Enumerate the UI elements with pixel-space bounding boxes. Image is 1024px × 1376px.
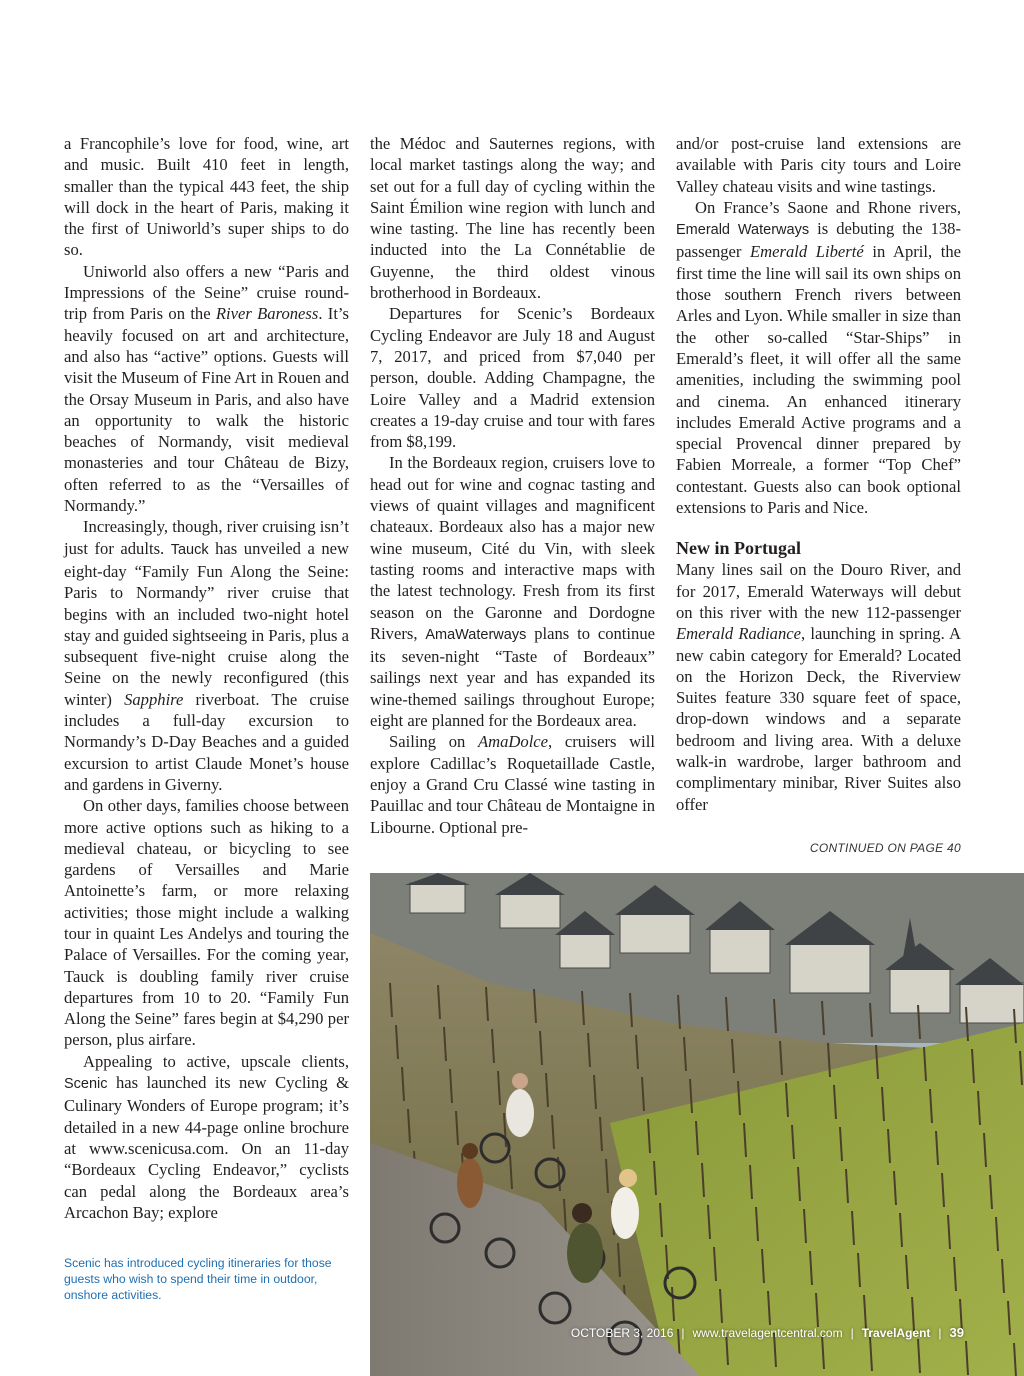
text-run: Uniworld also offers a new “Paris and Impressions of the Seine” cruise round-trip from Paris on the — [64, 261, 349, 324]
text-run: , cruisers will explore Cadillac’s Roquetaillade Castle, enjoy a Grand Cru Classé wine tasting in Pauillac and tour Château de Montaigne in Libourne. Optional pre- — [370, 732, 655, 837]
company-name: Emerald Waterways — [676, 222, 810, 239]
text-run: On other days, families choose between more active options such as hiking to a medieval chateau, or bicycling to see gardens of Versailles and Marie Antoinette’s farm, or more relaxing activities; those might include a walking tour in quaint Les Andelys and touring the Palace of Versailles. For the coming year, Tauck is doubling family river cruise departures from 10 to 20. “Family Fun Along the Seine” fares begin at $4,290 per person, plus airfare. — [64, 796, 349, 1050]
magazine-brand: TravelAgent — [861, 1326, 931, 1340]
company-name: Tauck — [170, 541, 209, 558]
text-run: On France’s Saone and Rhone rivers, — [695, 197, 961, 217]
continued-on-note: CONTINUED ON PAGE 40 — [809, 841, 961, 855]
folio-divider: | — [681, 1326, 685, 1340]
text-run: and/or post-cruise land extensions are available with Paris city tours and Loire Valley chateau visits and wine tastings. — [676, 134, 961, 196]
article-paragraph — [370, 303, 655, 452]
issue-date: OCTOBER 3, 2016 — [570, 1326, 674, 1340]
text-run: riverboat. The cruise includes a full-day excursion to Normandy’s D-Day Beaches and a guided excursion to artist Claude Monet’s house and gardens in Giverny. — [64, 689, 349, 794]
italic-name: AmaDolce — [478, 732, 549, 752]
article-paragraph — [64, 795, 349, 1051]
italic-name: River Baroness — [215, 304, 319, 324]
company-name: AmaWaterways — [425, 626, 527, 643]
text-run: is debuting the 138-passenger — [676, 219, 961, 262]
text-run: a Francophile’s love for food, wine, art and music. Built 410 feet in length, smaller than the typical 443 feet, the ship will dock in the heart of Paris, making it the first of Uniworld’s super ships to do so. — [64, 134, 349, 260]
website-url[interactable]: www.travelagentcentral.com — [692, 1326, 843, 1340]
article-paragraph — [676, 133, 961, 197]
section-heading: New in Portugal — [676, 538, 801, 559]
text-run: In the Bordeaux region, cruisers love to head out for wine and cognac tasting and views of quaint villages and magnificent chateaux. Bordeaux also has a major new wine museum, Cité du Vin, with sleek tasting rooms and interactive maps with the latest technology. Fresh from its first season on the Garonne and Dordogne Rivers, — [370, 453, 655, 643]
italic-name: Emerald Radiance — [676, 624, 802, 644]
text-run: has launched its new Cycling & Culinary Wonders of Europe program; it’s detailed in a new 44-page online brochure at www.scenicusa.com. On an 11-day “Bordeaux Cycling Endeavor,” cyclists can pedal along the Bordeaux area’s Arcachon Bay; explore — [64, 1073, 349, 1222]
article-paragraph — [64, 133, 349, 261]
article-column-1 — [64, 133, 349, 1223]
company-name: Scenic — [64, 1076, 108, 1093]
text-run: , launching in spring. A new cabin category for Emerald? Located on the Horizon Deck, the Riverview Suites feature 330 square feet of space, drop-down windows and a separate bedroom and living area. With a deluxe walk-in wardrobe, larger bathroom and complimentary minibar, River Suites also offer — [676, 624, 961, 814]
italic-name: Emerald Liberté — [750, 242, 864, 262]
folio-divider: | — [938, 1326, 942, 1340]
article-column-2 — [370, 133, 655, 838]
page-number: 39 — [949, 1325, 964, 1340]
text-run: Increasingly, though, river cruising isn’t just for adults. — [64, 517, 349, 558]
article-paragraph — [64, 516, 349, 795]
text-run: has unveiled a new eight-day “Family Fun Along the Seine: Paris to Normandy” river cruise that begins with an included two-night hotel stay and guided sightseeing in Paris, plus a subsequent five-night cruise along the Seine on the newly reconfigured (this winter) — [64, 538, 349, 709]
article-paragraph — [676, 559, 961, 815]
article-paragraph — [370, 133, 655, 303]
article-paragraph — [370, 452, 655, 731]
article-paragraph — [64, 1051, 349, 1223]
text-run: . It’s heavily focused on art and architecture, and also has “active” options. Guests will visit the Museum of Fine Art in Rouen and the Orsay Museum in Paris, and also have an opportunity to walk the historic beaches of Normandy, visit medieval monasteries and tour Château de Bizy, often referred to as the “Versailles of Normandy.” — [64, 304, 349, 516]
folio-divider: | — [850, 1326, 854, 1340]
text-run: the Médoc and Sauternes regions, with local market tastings along the way; and set out for a full day of cycling within the Saint Émilion wine region with lunch and wine tasting. The line has recently been inducted into the La Connétablie de Guyenne, the third oldest vinous brotherhood in Bordeaux. — [370, 134, 655, 303]
article-paragraph — [64, 261, 349, 517]
text-run: Sailing on — [389, 732, 478, 752]
text-run: Many lines sail on the Douro River, and for 2017, Emerald Waterways will debut on this river with the new 112-passenger — [676, 560, 961, 622]
cycling-photo — [370, 873, 1024, 1376]
photo-caption: Scenic has introduced cycling itineraries for those guests who wish to spend their time in outdoor, onshore activities. — [64, 1256, 332, 1302]
text-run: Appealing to active, upscale clients, — [83, 1051, 349, 1071]
article-paragraph — [676, 197, 961, 518]
text-run: plans to continue its seven-night “Taste of Bordeaux” sailings next year and has expanded its wine-themed sailings throughout Europe; eight are planned for the Bordeaux area. — [370, 623, 655, 731]
article-column-3 — [676, 133, 961, 815]
italic-name: Sapphire — [124, 689, 184, 709]
text-run: Departures for Scenic’s Bordeaux Cycling Endeavor are July 18 and August 7, 2017, and priced from $7,040 per person, double. Adding Champagne, the Loire Valley and a Madrid extension creates a 19-day cruise and tour with fares from $8,199. — [370, 304, 655, 452]
page-folio — [571, 1325, 964, 1340]
article-paragraph — [370, 731, 655, 837]
text-run: in April, the first time the line will sail its own ships on those southern French rivers between Arles and Lyon. While smaller in size than the other so-called “Star-Ships” in Emerald’s fleet, it will offer all the same amenities, including the swimming pool and cinema. An enhanced itinerary includes Emerald Active programs and a special Provencal dinner prepared by Fabien Morreale, a former “Top Chef” contestant. Guests also can book optional extensions to Paris and Nice. — [676, 242, 962, 518]
